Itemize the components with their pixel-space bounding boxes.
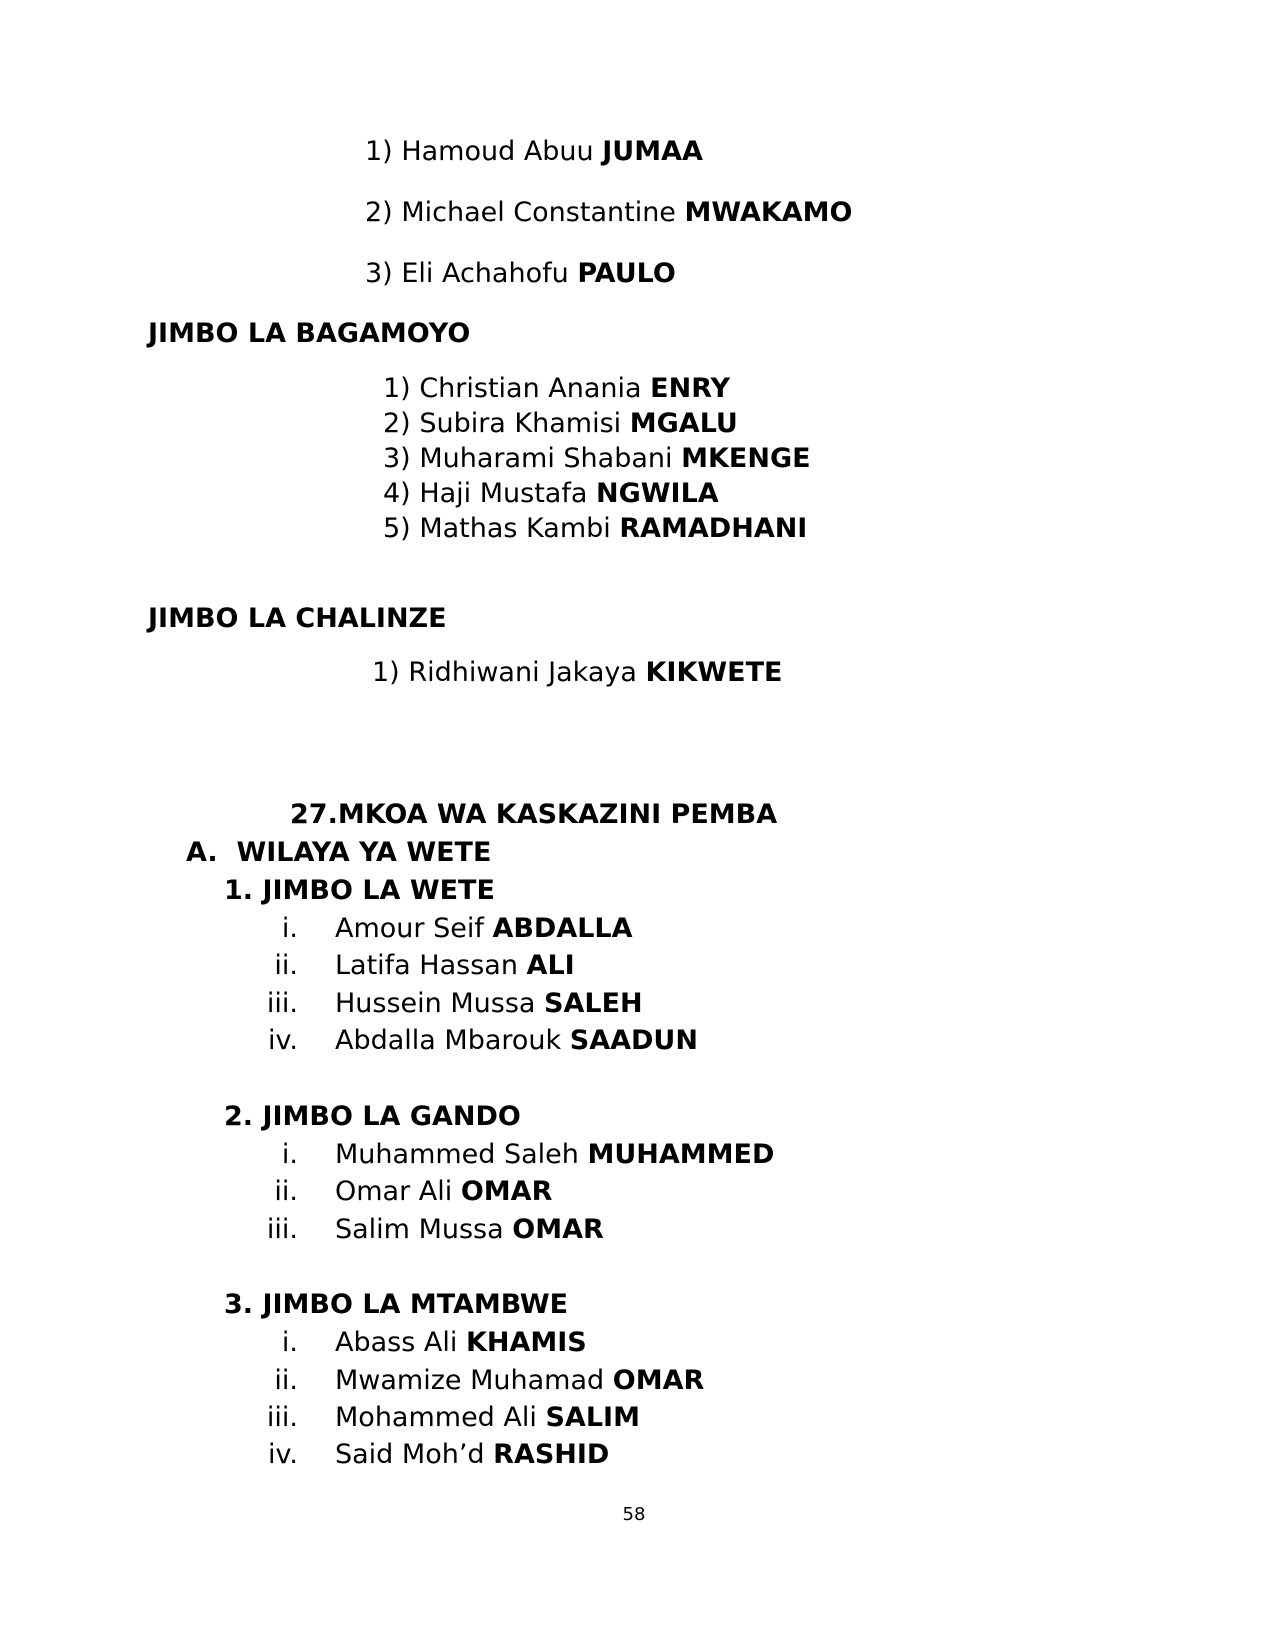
constituency-heading: 1. JIMBO LA WETE xyxy=(224,875,495,906)
chalinze-member: 1) Ridhiwani Jakaya KIKWETE xyxy=(372,657,783,688)
constituency-member: Omar Ali OMAR xyxy=(335,1176,553,1207)
roman-numeral: iii. xyxy=(266,1402,298,1433)
roman-numeral: i. xyxy=(281,1327,298,1358)
bagamoyo-member: 1) Christian Anania ENRY xyxy=(383,373,731,404)
constituency-member: Mwamize Muhamad OMAR xyxy=(335,1365,705,1396)
constituency-member: Salim Mussa OMAR xyxy=(335,1214,604,1245)
constituency-member: Hussein Mussa SALEH xyxy=(335,988,643,1019)
constituency-member: Muhammed Saleh MUHAMMED xyxy=(335,1139,775,1170)
constituency-member: Mohammed Ali SALIM xyxy=(335,1402,640,1433)
bagamoyo-member: 4) Haji Mustafa NGWILA xyxy=(383,478,719,509)
constituency-heading: 2. JIMBO LA GANDO xyxy=(224,1101,521,1132)
roman-numeral: ii. xyxy=(274,1176,298,1207)
roman-numeral: ii. xyxy=(274,950,298,981)
constituency-member: Latifa Hassan ALI xyxy=(335,950,575,981)
roman-numeral: i. xyxy=(281,913,298,944)
bagamoyo-member: 3) Muharami Shabani MKENGE xyxy=(383,443,811,474)
top-list-item: 2) Michael Constantine MWAKAMO xyxy=(365,197,853,228)
constituency-member: Abdalla Mbarouk SAADUN xyxy=(335,1025,698,1056)
bagamoyo-member: 2) Subira Khamisi MGALU xyxy=(383,408,738,439)
constituency-heading: 3. JIMBO LA MTAMBWE xyxy=(224,1289,569,1320)
constituency-member: Said Moh’d RASHID xyxy=(335,1439,610,1470)
roman-numeral: iii. xyxy=(266,1214,298,1245)
constituency-member: Amour Seif ABDALLA xyxy=(335,913,633,944)
region-heading: 27.MKOA WA KASKAZINI PEMBA xyxy=(290,799,778,830)
roman-numeral: iii. xyxy=(266,988,298,1019)
roman-numeral: i. xyxy=(281,1139,298,1170)
top-list-item: 3) Eli Achahofu PAULO xyxy=(365,258,676,289)
constituency-member: Abass Ali KHAMIS xyxy=(335,1327,587,1358)
roman-numeral: ii. xyxy=(274,1365,298,1396)
district-heading: A. WILAYA YA WETE xyxy=(186,837,492,868)
top-list-item: 1) Hamoud Abuu JUMAA xyxy=(365,136,703,167)
bagamoyo-member: 5) Mathas Kambi RAMADHANI xyxy=(383,513,808,544)
roman-numeral: iv. xyxy=(268,1439,298,1470)
bagamoyo-heading: JIMBO LA BAGAMOYO xyxy=(148,318,471,349)
roman-numeral: iv. xyxy=(268,1025,298,1056)
chalinze-heading: JIMBO LA CHALINZE xyxy=(148,603,447,634)
page-number: 58 xyxy=(622,1504,646,1525)
